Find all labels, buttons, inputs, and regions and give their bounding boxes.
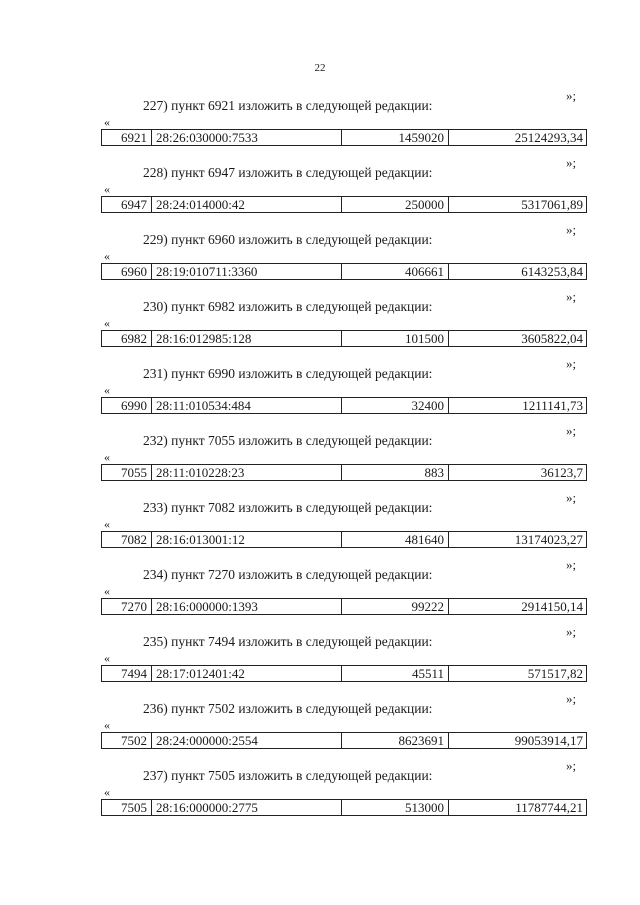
amendment-block xyxy=(0,356,640,422)
closing-quote: »; xyxy=(566,691,577,706)
cadastral-value-cell: 13174023,27 xyxy=(514,532,583,547)
amendment-block xyxy=(0,222,640,288)
page-number: 22 xyxy=(314,62,326,74)
opening-quote: « xyxy=(104,115,110,129)
closing-quote: »; xyxy=(566,222,577,237)
table-row xyxy=(101,732,587,749)
amendment-instruction: 231) пункт 6990 изложить в следующей редакции: xyxy=(143,366,433,381)
amendment-block xyxy=(0,88,640,154)
cadastral-value-cell: 99053914,17 xyxy=(514,733,583,748)
amendment-block xyxy=(0,624,640,690)
cadastral-number-cell: 28:16:012985:128 xyxy=(152,331,342,346)
item-number-cell: 7082 xyxy=(102,532,152,547)
cadastral-number-cell: 28:24:014000:42 xyxy=(152,197,342,212)
amendment-instruction: 228) пункт 6947 изложить в следующей редакции: xyxy=(143,165,433,180)
table-row xyxy=(101,665,587,682)
cadastral-number-cell: 28:11:010228:23 xyxy=(152,465,342,480)
cadastral-number-cell: 28:17:012401:42 xyxy=(152,666,342,681)
opening-quote: « xyxy=(104,316,110,330)
item-number-cell: 7494 xyxy=(102,666,152,681)
amendment-instruction: 232) пункт 7055 изложить в следующей редакции: xyxy=(143,433,433,448)
opening-quote: « xyxy=(104,718,110,732)
area-cell: 481640 xyxy=(342,532,449,547)
closing-quote: »; xyxy=(566,289,577,304)
area-cell: 45511 xyxy=(342,666,449,681)
item-number-cell: 6960 xyxy=(102,264,152,279)
cadastral-number-cell: 28:24:000000:2554 xyxy=(152,733,342,748)
amendment-instruction: 236) пункт 7502 изложить в следующей редакции: xyxy=(143,701,433,716)
closing-quote: »; xyxy=(566,758,577,773)
amendment-instruction: 230) пункт 6982 изложить в следующей редакции: xyxy=(143,299,433,314)
item-number-cell: 7270 xyxy=(102,599,152,614)
item-number-cell: 6947 xyxy=(102,197,152,212)
cadastral-number-cell: 28:16:000000:1393 xyxy=(152,599,342,614)
area-cell: 513000 xyxy=(342,800,449,815)
area-cell: 250000 xyxy=(342,197,449,212)
amendment-instruction: 234) пункт 7270 изложить в следующей редакции: xyxy=(143,567,433,582)
table-row xyxy=(101,330,587,347)
amendment-instruction: 233) пункт 7082 изложить в следующей редакции: xyxy=(143,500,433,515)
closing-quote: »; xyxy=(566,423,577,438)
opening-quote: « xyxy=(104,584,110,598)
opening-quote: « xyxy=(104,785,110,799)
amendment-block xyxy=(0,758,640,824)
amendment-instruction: 237) пункт 7505 изложить в следующей редакции: xyxy=(143,768,433,783)
opening-quote: « xyxy=(104,450,110,464)
item-number-cell: 7505 xyxy=(102,800,152,815)
amendment-instruction: 235) пункт 7494 изложить в следующей редакции: xyxy=(143,634,433,649)
area-cell: 32400 xyxy=(342,398,449,413)
cadastral-value-cell: 11787744,21 xyxy=(515,800,583,815)
cadastral-number-cell: 28:16:013001:12 xyxy=(152,532,342,547)
closing-quote: »; xyxy=(566,624,577,639)
opening-quote: « xyxy=(104,651,110,665)
cadastral-number-cell: 28:26:030000:7533 xyxy=(152,130,342,145)
table-row xyxy=(101,129,587,146)
area-cell: 1459020 xyxy=(342,130,449,145)
cadastral-number-cell: 28:11:010534:484 xyxy=(152,398,342,413)
cadastral-value-cell: 2914150,14 xyxy=(521,599,583,614)
area-cell: 99222 xyxy=(342,599,449,614)
closing-quote: »; xyxy=(566,490,577,505)
area-cell: 406661 xyxy=(342,264,449,279)
cadastral-value-cell: 571517,82 xyxy=(527,666,583,681)
closing-quote: »; xyxy=(566,557,577,572)
table-row xyxy=(101,531,587,548)
amendment-block xyxy=(0,490,640,556)
table-row xyxy=(101,464,587,481)
cadastral-value-cell: 3605822,04 xyxy=(521,331,583,346)
cadastral-value-cell: 25124293,34 xyxy=(514,130,583,145)
cadastral-value-cell: 1211141,73 xyxy=(522,398,583,413)
opening-quote: « xyxy=(104,383,110,397)
amendment-block xyxy=(0,423,640,489)
opening-quote: « xyxy=(104,249,110,263)
item-number-cell: 6982 xyxy=(102,331,152,346)
item-number-cell: 6990 xyxy=(102,398,152,413)
area-cell: 883 xyxy=(342,465,449,480)
amendment-instruction: 227) пункт 6921 изложить в следующей редакции: xyxy=(143,98,433,113)
amendment-block xyxy=(0,289,640,355)
table-row xyxy=(101,397,587,414)
closing-quote: »; xyxy=(566,356,577,371)
table-row xyxy=(101,799,587,816)
cadastral-value-cell: 36123,7 xyxy=(540,465,583,480)
opening-quote: « xyxy=(104,182,110,196)
table-row xyxy=(101,196,587,213)
cadastral-number-cell: 28:16:000000:2775 xyxy=(152,800,342,815)
amendment-instruction: 229) пункт 6960 изложить в следующей редакции: xyxy=(143,232,433,247)
area-cell: 8623691 xyxy=(342,733,449,748)
closing-quote: »; xyxy=(566,155,577,170)
item-number-cell: 7055 xyxy=(102,465,152,480)
area-cell: 101500 xyxy=(342,331,449,346)
cadastral-value-cell: 5317061,89 xyxy=(521,197,583,212)
cadastral-value-cell: 6143253,84 xyxy=(521,264,583,279)
amendment-block xyxy=(0,691,640,757)
item-number-cell: 6921 xyxy=(102,130,152,145)
item-number-cell: 7502 xyxy=(102,733,152,748)
amendment-block xyxy=(0,557,640,623)
opening-quote: « xyxy=(104,517,110,531)
table-row xyxy=(101,263,587,280)
table-row xyxy=(101,598,587,615)
closing-quote: »; xyxy=(566,88,577,103)
amendment-block xyxy=(0,155,640,221)
cadastral-number-cell: 28:19:010711:3360 xyxy=(152,264,342,279)
